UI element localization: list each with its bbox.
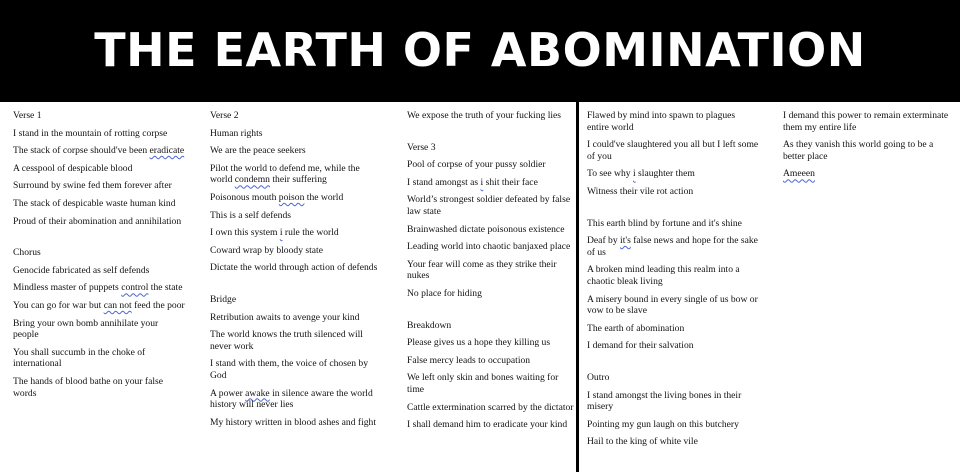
lyric-line bbox=[13, 145, 185, 157]
lyric-line: Surround by swine fed them forever after bbox=[13, 180, 172, 192]
lyric-line: Leading world into chaotic banjaxed place bbox=[407, 241, 571, 253]
lyric-line: Verse 1 bbox=[13, 110, 42, 121]
lyric-text: I stand amongst as bbox=[407, 176, 481, 188]
lyrics-column-5 bbox=[783, 110, 955, 186]
lyric-line bbox=[210, 192, 382, 204]
lyric-line: Brainwashed dictate poisonous existence bbox=[407, 223, 565, 235]
lyric-line: Please gives us a hope they killing us bbox=[407, 337, 551, 349]
lyric-line: A cesspool of despicable blood bbox=[13, 162, 133, 174]
lyric-line: I could've slaughtered you all but I left some of you bbox=[587, 139, 759, 162]
lyric-line: Human rights bbox=[210, 127, 263, 139]
spellcheck-word: can not bbox=[103, 299, 132, 311]
lyric-line bbox=[783, 168, 955, 180]
lyric-text: rule the world bbox=[282, 227, 339, 239]
lyric-line: I stand with them, the voice of chosen by God bbox=[210, 358, 368, 381]
lyric-line: Verse 3 bbox=[407, 141, 436, 153]
lyric-line bbox=[210, 227, 382, 239]
lyric-text: the world bbox=[304, 191, 344, 203]
lyric-line: Outro bbox=[587, 371, 610, 383]
lyric-line: Hail to the king of white vile bbox=[587, 436, 698, 448]
lyric-line: I demand for their salvation bbox=[587, 340, 694, 352]
lyrics-column-3 bbox=[407, 110, 576, 437]
lyric-line: Coward wrap by bloody state bbox=[210, 244, 323, 256]
lyric-line: Retribution awaits to avenge your kind bbox=[210, 311, 360, 323]
lyric-line bbox=[407, 177, 576, 189]
lyric-line: Flawed by mind into spawn to plagues entire world bbox=[587, 110, 736, 133]
lyric-text: Deaf by bbox=[587, 235, 621, 247]
lyric-line: We are the peace seekers bbox=[210, 145, 306, 157]
lyrics-panel-right bbox=[579, 102, 960, 472]
lyric-line: The hands of blood bathe on your false words bbox=[13, 375, 163, 399]
lyric-text: Poisonous mouth bbox=[210, 191, 279, 203]
lyric-text: the state bbox=[148, 282, 183, 294]
lyric-line: Genocide fabricated as self defends bbox=[13, 264, 150, 276]
lyric-line: A broken mind leading this realm into a chaotic bleak living bbox=[587, 264, 740, 287]
lyric-line: Pool of corpse of your pussy soldier bbox=[407, 159, 546, 171]
spellcheck-word: i bbox=[480, 176, 484, 188]
lyric-line bbox=[210, 388, 382, 411]
lyric-line bbox=[13, 300, 185, 312]
spellcheck-word: i bbox=[632, 168, 636, 180]
lyrics-column-2 bbox=[210, 110, 382, 434]
lyric-text: To see why bbox=[587, 168, 633, 180]
lyric-line bbox=[13, 282, 185, 294]
lyric-line bbox=[210, 163, 382, 186]
lyric-line: We left only skin and bones waiting for time bbox=[407, 372, 559, 395]
lyric-line: World’s strongest soldier defeated by false law state bbox=[407, 194, 571, 217]
lyric-line: The earth of abomination bbox=[587, 322, 685, 334]
lyrics-column-1 bbox=[13, 110, 185, 405]
page-title: THE EARTH OF ABOMINATION bbox=[94, 23, 866, 77]
spellcheck-word: Ameeen bbox=[783, 168, 815, 180]
lyric-text: in silence aware the world history will never lies bbox=[210, 387, 373, 411]
lyric-line: Cattle extermination scarred by the dictator bbox=[407, 401, 574, 413]
title-banner bbox=[0, 0, 960, 100]
lyric-line: As they vanish this world going to be a better place bbox=[783, 139, 934, 162]
lyric-line: I demand this power to remain exterminate them my entire life bbox=[783, 110, 949, 133]
lyric-text: Pilot the world to defend me, while the world bbox=[210, 162, 360, 186]
lyric-text: their suffering bbox=[269, 174, 327, 186]
lyric-text: A power bbox=[210, 387, 246, 399]
spellcheck-word: control bbox=[121, 282, 149, 294]
spellcheck-word: awake bbox=[245, 387, 270, 399]
lyric-text: shit their face bbox=[483, 176, 538, 188]
lyric-line: This earth blind by fortune and it's shine bbox=[587, 217, 742, 229]
lyric-line: Proud of their abomination and annihilation bbox=[13, 215, 182, 227]
lyric-text: false news and hope for the sake of us bbox=[587, 235, 758, 258]
lyric-line: Breakdown bbox=[407, 319, 452, 331]
spellcheck-word: condemn bbox=[234, 174, 270, 186]
lyric-text: Mindless master of puppets bbox=[13, 282, 122, 294]
lyric-line: This is a self defends bbox=[210, 209, 291, 221]
lyric-line: Verse 2 bbox=[210, 110, 239, 121]
lyric-line: False mercy leads to occupation bbox=[407, 354, 531, 366]
lyric-line: Witness their vile rot action bbox=[587, 185, 694, 197]
lyric-line bbox=[587, 235, 759, 258]
lyric-line bbox=[587, 168, 759, 180]
lyrics-column-4 bbox=[587, 110, 759, 454]
spellcheck-word: i bbox=[279, 227, 283, 239]
lyric-line: No place for hiding bbox=[407, 287, 482, 299]
lyric-line: Bridge bbox=[210, 293, 237, 305]
lyric-text: slaughter them bbox=[635, 168, 695, 180]
spellcheck-word: poison bbox=[278, 191, 305, 203]
lyric-text: feed the poor bbox=[131, 299, 185, 311]
spellcheck-word: eradicate bbox=[149, 145, 185, 157]
lyric-line: The world knows the truth silenced will never work bbox=[210, 329, 363, 352]
lyric-line: My history written in blood ashes and fight bbox=[210, 416, 377, 428]
lyric-line: Your fear will come as they strike their nukes bbox=[407, 258, 557, 282]
lyric-line: I shall demand him to eradicate your kind bbox=[407, 419, 568, 431]
lyric-line: Dictate the world through action of defends bbox=[210, 262, 378, 274]
lyric-line: The stack of despicable waste human kind bbox=[13, 197, 176, 209]
lyric-line: I stand in the mountain of rotting corpse bbox=[13, 127, 168, 139]
lyric-line: I stand amongst the living bones in their misery bbox=[587, 389, 742, 413]
lyric-line: Chorus bbox=[13, 247, 41, 259]
lyric-line: A misery bound in every single of us bow or vow to be slave bbox=[587, 293, 758, 317]
lyric-text: The stack of corpse should've been bbox=[13, 145, 150, 157]
lyric-line: You shall succumb in the choke of international bbox=[13, 346, 146, 370]
lyric-line: Pointing my gun laugh on this butchery bbox=[587, 418, 739, 430]
lyric-text: You can go for war but bbox=[13, 299, 104, 311]
lyric-line: Bring your own bomb annihilate your people bbox=[13, 317, 159, 341]
spellcheck-word: it's bbox=[620, 235, 631, 247]
lyric-line: We expose the truth of your fucking lies bbox=[407, 110, 562, 121]
lyric-text: I own this system bbox=[210, 227, 280, 239]
lyrics-panel-left bbox=[0, 102, 576, 472]
